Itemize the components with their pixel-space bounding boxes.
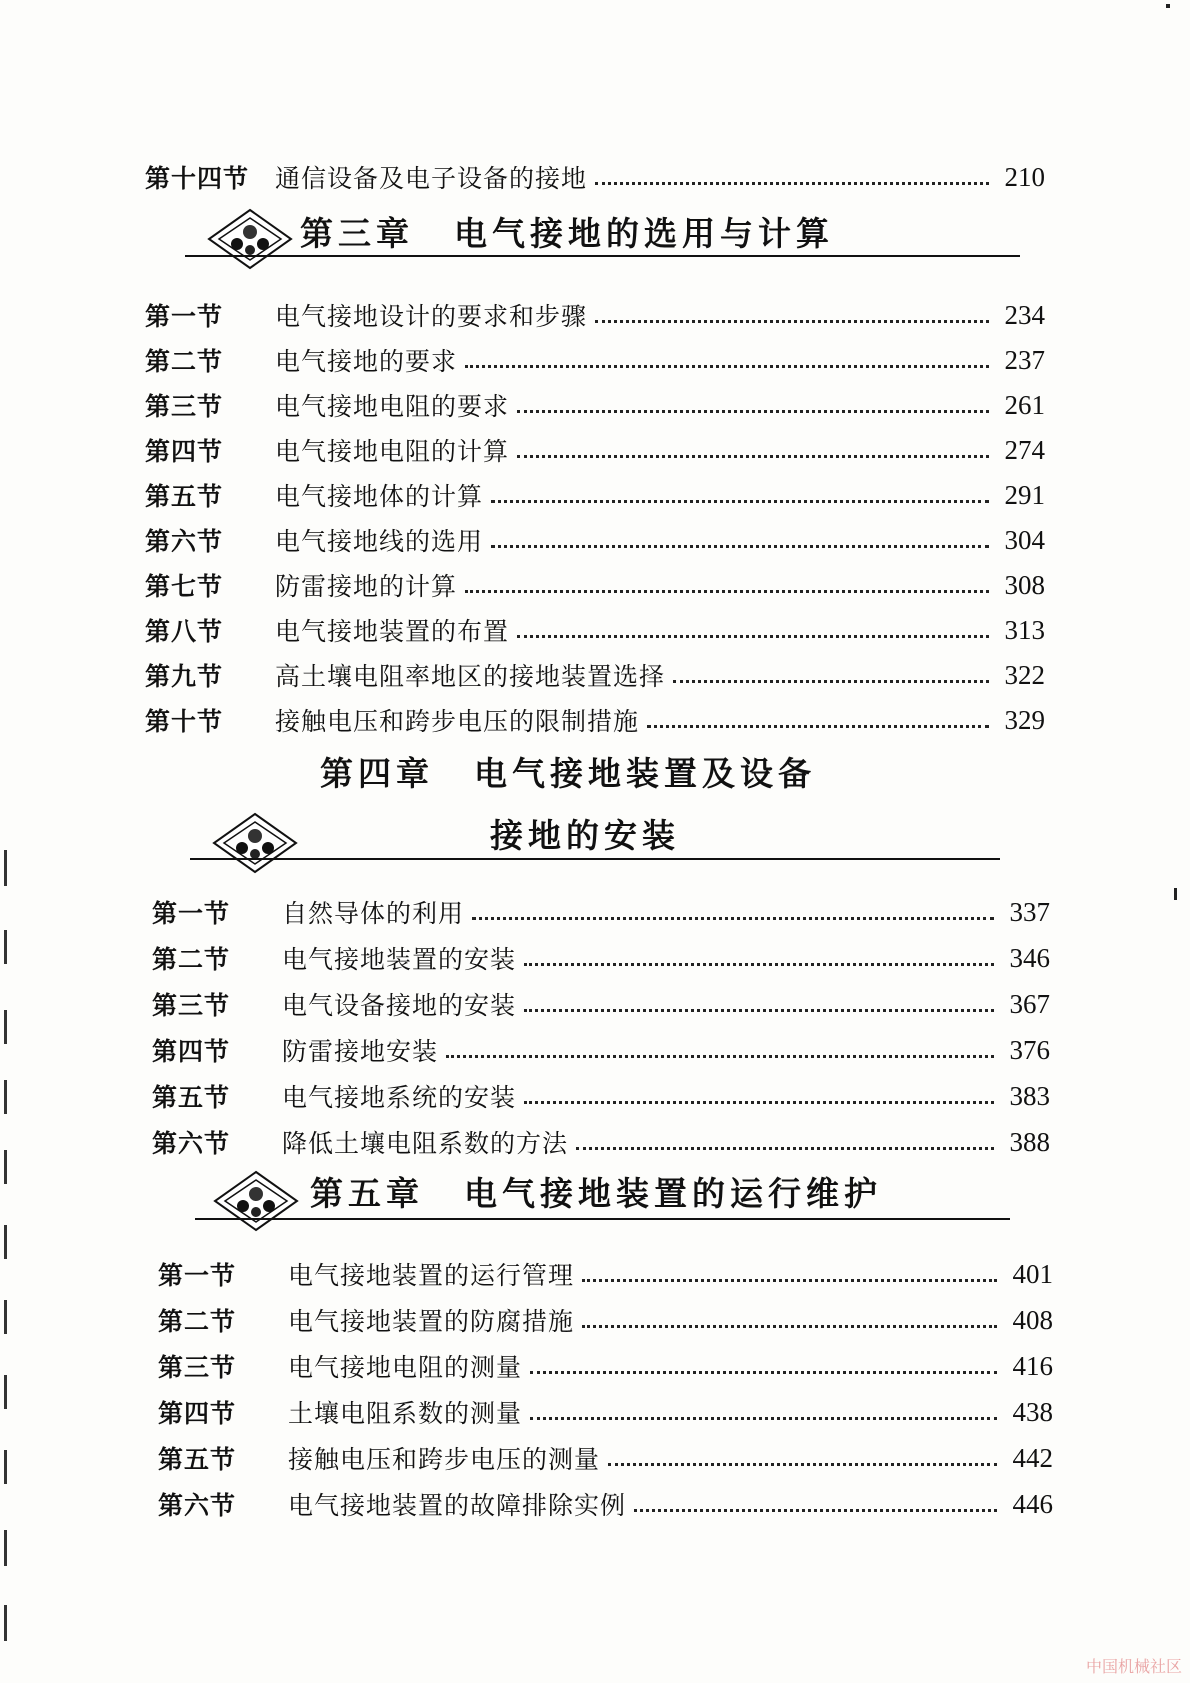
- page-number: 383: [1009, 1080, 1050, 1111]
- toc-entry[interactable]: [158, 1254, 1053, 1294]
- scan-margin-mark: [4, 1225, 7, 1259]
- toc-entry[interactable]: [145, 610, 1045, 650]
- section-title: 自然导体的利用: [282, 899, 465, 928]
- section-title: 电气接地电阻的计算: [275, 437, 510, 466]
- section-title: 电气接地电阻的测量: [288, 1353, 523, 1382]
- dot-leader: [673, 680, 989, 683]
- toc-entry[interactable]: [145, 430, 1045, 470]
- section-label: 第六节: [145, 527, 224, 556]
- section-title: 电气接地装置的运行管理: [288, 1261, 575, 1290]
- page-number: 337: [1009, 896, 1050, 927]
- section-label: 第六节: [158, 1491, 237, 1520]
- dot-leader: [608, 1463, 997, 1466]
- section-title: 接触电压和跨步电压的限制措施: [275, 707, 640, 736]
- section-label: 第一节: [152, 899, 231, 928]
- watermark: 中国机械社区: [1085, 1657, 1182, 1676]
- section-title: 电气接地线的选用: [275, 527, 484, 556]
- chapter-title-line: [300, 208, 834, 255]
- chapter-rule: [195, 1218, 1010, 1220]
- dot-leader: [524, 1101, 994, 1104]
- page-number: 329: [1004, 704, 1045, 735]
- dot-leader: [465, 590, 989, 593]
- section-label: 第五节: [145, 482, 224, 511]
- scan-margin-mark: [4, 1450, 7, 1484]
- section-title: 电气接地体的计算: [275, 482, 484, 511]
- toc-entry[interactable]: [145, 520, 1045, 560]
- toc-entry[interactable]: [158, 1300, 1053, 1340]
- scan-margin-mark: [4, 1605, 7, 1641]
- section-label: 第十节: [145, 707, 224, 736]
- dot-leader: [446, 1055, 994, 1058]
- section-label: 第二节: [152, 945, 231, 974]
- dot-leader: [582, 1279, 997, 1282]
- chapter-title: 电气接地的选用与计算: [454, 214, 834, 253]
- toc-entry[interactable]: [158, 1438, 1053, 1478]
- chapter-title: 电气接地装置及设备: [474, 754, 816, 793]
- chapter-rule: [190, 858, 1000, 860]
- section-label: 第二节: [145, 347, 224, 376]
- section-title: 电气接地装置的安装: [282, 945, 517, 974]
- scan-margin-mark: [4, 1530, 7, 1566]
- section-title: 电气接地电阻的要求: [275, 392, 510, 421]
- scan-margin-mark: [4, 850, 7, 886]
- dot-leader: [634, 1509, 997, 1512]
- dot-leader: [576, 1147, 994, 1150]
- page-number: 376: [1009, 1034, 1050, 1065]
- section-label: 第四节: [145, 437, 224, 466]
- section-title: 接触电压和跨步电压的测量: [288, 1445, 601, 1474]
- toc-entry[interactable]: [158, 1484, 1053, 1524]
- section-label: 第三节: [152, 991, 231, 1020]
- dot-leader: [530, 1371, 997, 1374]
- section-label: 第五节: [152, 1083, 231, 1112]
- toc-entry[interactable]: [152, 892, 1050, 932]
- toc-entry[interactable]: [145, 385, 1045, 425]
- toc-entry[interactable]: [152, 1122, 1050, 1162]
- section-label: 第七节: [145, 572, 224, 601]
- page-number: 388: [1009, 1126, 1050, 1157]
- scan-margin-mark: [4, 1300, 7, 1334]
- chapter-rule: [185, 255, 1020, 257]
- chapter-title-line: [310, 1168, 882, 1215]
- section-title: 电气接地的要求: [275, 347, 458, 376]
- toc-entry[interactable]: [145, 700, 1045, 740]
- flower-diamond-icon: [207, 208, 293, 270]
- dot-leader: [491, 500, 989, 503]
- dot-leader: [472, 917, 994, 920]
- section-title: 降低土壤电阻系数的方法: [282, 1129, 569, 1158]
- toc-entry[interactable]: [152, 1076, 1050, 1116]
- section-title: 电气接地装置的故障排除实例: [288, 1491, 627, 1520]
- section-title: 土壤电阻系数的测量: [288, 1399, 523, 1428]
- page-number: 210: [1004, 161, 1045, 192]
- page-number: 304: [1004, 524, 1045, 555]
- scan-margin-mark: [4, 1010, 7, 1044]
- chapter-number: 第五章: [310, 1174, 424, 1213]
- scan-corner-mark: [1174, 888, 1177, 900]
- toc-entry[interactable]: [145, 295, 1045, 335]
- page-number: 438: [1012, 1396, 1053, 1427]
- page-number: 308: [1004, 569, 1045, 600]
- page-number: 367: [1009, 988, 1050, 1019]
- scan-margin-mark: [4, 930, 7, 964]
- page-number: 346: [1009, 942, 1050, 973]
- dot-leader: [465, 365, 989, 368]
- dot-leader: [491, 545, 989, 548]
- page-number: 416: [1012, 1350, 1053, 1381]
- section-label: 第六节: [152, 1129, 231, 1158]
- page-number: 261: [1004, 389, 1045, 420]
- section-label: 第五节: [158, 1445, 237, 1474]
- dot-leader: [524, 963, 994, 966]
- section-title: 防雷接地的计算: [275, 572, 458, 601]
- section-title: 电气接地装置的布置: [275, 617, 510, 646]
- page-number: 442: [1012, 1442, 1053, 1473]
- section-label: 第一节: [145, 302, 224, 331]
- scan-margin-mark: [4, 1375, 7, 1409]
- section-label: 第三节: [158, 1353, 237, 1382]
- section-label: 第二节: [158, 1307, 237, 1336]
- dot-leader: [524, 1009, 994, 1012]
- dot-leader: [647, 725, 989, 728]
- section-label: 第三节: [145, 392, 224, 421]
- toc-entry[interactable]: [145, 475, 1045, 515]
- flower-diamond-icon: [213, 1170, 299, 1232]
- page-number: 313: [1004, 614, 1045, 645]
- toc-entry[interactable]: [152, 938, 1050, 978]
- section-label: 第十四节: [145, 164, 250, 193]
- toc-entry[interactable]: [158, 1346, 1053, 1386]
- toc-entry[interactable]: [158, 1392, 1053, 1432]
- dot-leader: [517, 635, 989, 638]
- toc-entry[interactable]: [145, 340, 1045, 380]
- section-title: 高土壤电阻率地区的接地装置选择: [275, 662, 666, 691]
- section-title: 电气接地系统的安装: [282, 1083, 517, 1112]
- toc-entry[interactable]: [145, 157, 1045, 197]
- section-title: 电气设备接地的安装: [282, 991, 517, 1020]
- dot-leader: [595, 320, 989, 323]
- page-number: 234: [1004, 299, 1045, 330]
- page-number: 274: [1004, 434, 1045, 465]
- scan-corner-mark: [1166, 4, 1170, 8]
- page-number: 237: [1004, 344, 1045, 375]
- dot-leader: [517, 455, 989, 458]
- chapter-title-line: [320, 748, 816, 795]
- section-label: 第九节: [145, 662, 224, 691]
- section-label: 第八节: [145, 617, 224, 646]
- section-title: 电气接地装置的防腐措施: [288, 1307, 575, 1336]
- dot-leader: [582, 1325, 997, 1328]
- scan-margin-mark: [4, 1150, 7, 1184]
- section-label: 第四节: [158, 1399, 237, 1428]
- chapter-number: 第三章: [300, 214, 414, 253]
- chapter-title-line2: 接地的安装: [490, 816, 680, 855]
- section-label: 第一节: [158, 1261, 237, 1290]
- chapter-number: 第四章: [320, 754, 434, 793]
- dot-leader: [517, 410, 989, 413]
- section-title: 通信设备及电子设备的接地: [275, 164, 588, 193]
- toc-entry[interactable]: [145, 655, 1045, 695]
- scan-margin-mark: [4, 1080, 7, 1114]
- page-number: 401: [1012, 1258, 1053, 1289]
- chapter-title: 电气接地装置的运行维护: [464, 1174, 882, 1213]
- dot-leader: [530, 1417, 997, 1420]
- flower-diamond-icon: [212, 812, 298, 874]
- page-number: 446: [1012, 1488, 1053, 1519]
- section-title: 电气接地设计的要求和步骤: [275, 302, 588, 331]
- section-title: 防雷接地安装: [282, 1037, 439, 1066]
- page-number: 291: [1004, 479, 1045, 510]
- toc-entry[interactable]: [152, 984, 1050, 1024]
- section-label: 第四节: [152, 1037, 231, 1066]
- page-number: 322: [1004, 659, 1045, 690]
- page-number: 408: [1012, 1304, 1053, 1335]
- dot-leader: [595, 182, 989, 185]
- toc-entry[interactable]: [152, 1030, 1050, 1070]
- toc-entry[interactable]: [145, 565, 1045, 605]
